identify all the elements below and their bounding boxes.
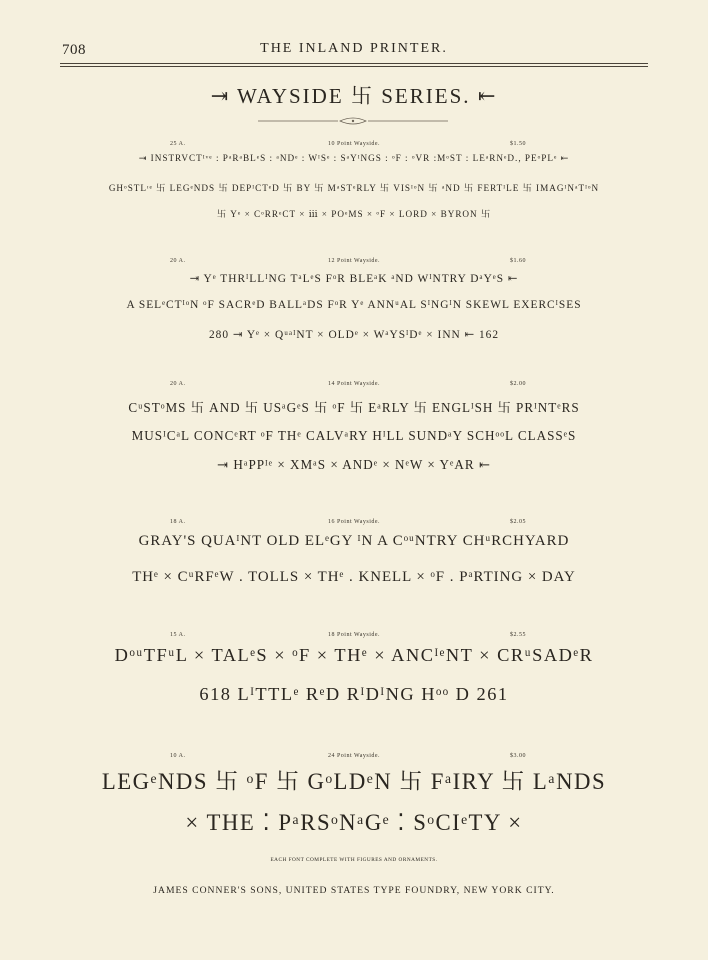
specimen-line: 卐 Yᵉ × CᵒRRᵉCT × ⅲ × POᵉMS × ᵒF × LORD × BYRON 卐 <box>216 209 492 219</box>
page-title: ⇥ WAYSIDE 卐 SERIES. ⇤ <box>210 84 498 108</box>
ornamental-rule-icon <box>258 117 448 125</box>
price-label: $3.00 <box>510 753 526 759</box>
specimen-line: 280 ⇥ Yᵉ × QᵘᵃᴵNT × OLDᵉ × WᵃYSᴵDᵉ × INN ⇤ 162 <box>208 329 500 341</box>
specimen-line: DᵒᵘTFᵘL × TALᵉS × ᵒF × THᵉ × ANCᴵᵉNT × CRᵘSADᵉR <box>114 645 594 665</box>
price-label: $1.60 <box>510 258 526 264</box>
quantity-label: 15 A. <box>170 632 186 638</box>
price-label: $2.05 <box>510 519 526 525</box>
specimen-line: ⇥ Yᵉ THRᴵLLᴵNG TᵃLᵉS FᵒR BLEᵃK ᵃND WᴵNTRY DᵃYᵉS ⇤ <box>189 273 519 285</box>
price-label: $1.50 <box>510 141 526 147</box>
running-head: THE INLAND PRINTER. <box>260 41 448 56</box>
size-label: 14 Point Wayside. <box>327 381 381 387</box>
specimen-line: GHᵒSTLᶦᵉ 卐 LEGᵉNDS 卐 DEPᴵCTᵉD 卐 BY 卐 MᵃSTᵉRLY 卐 VISᴵᵒN 卐 ᵃND 卐 FERTᴵLE 卐 IMAGᴵNᵃTᴵᵒN <box>108 183 600 193</box>
page-number: 708 <box>62 42 86 58</box>
specimen-line: MUSᴵCᵃL CONCᵉRT ᵒF THᵉ CALVᵃRY HᴵLL SUNDᵃY SCHᵒᵒL CLASSᵉS <box>131 428 577 443</box>
size-label: 16 Point Wayside. <box>327 519 381 525</box>
specimen-line: ⇥ INSTRVCTᴵᵛᵉ : PᵃRᵃBLᵉS : ᵃNDᵉ : WᴵSᵉ : SᵃYᴵNGS : ᵒF : ᵒVR :MᵒST : LEᵃRNᵉD., PEᵒPLᵉ ⇤ <box>138 153 570 163</box>
specimen-line: GRAY'S QUAᴵNT OLD ELᵉGY ᴵN A CᵒᵘNTRY CHᵘRCHYARD <box>138 533 570 549</box>
size-label: 12 Point Wayside. <box>327 258 381 264</box>
specimen-line: CᵘSTᵒMS 卐 AND 卐 USᵃGᵉS 卐 ᵒF 卐 EᵃRLY 卐 ENGLᴵSH 卐 PRᴵNTᵉRS <box>128 400 580 415</box>
header-rule-thin <box>60 66 648 67</box>
header-rule <box>60 63 648 64</box>
quantity-label: 20 A. <box>170 381 186 387</box>
footnote: EACH FONT COMPLETE WITH FIGURES AND ORNAMENTS. <box>270 857 438 863</box>
specimen-line: LEGᵉNDS 卐 ᵒF 卐 GᵒLDᵉN 卐 FᵃIRY 卐 LᵃNDS <box>101 769 607 794</box>
quantity-label: 18 A. <box>170 519 186 525</box>
foundry-imprint: JAMES CONNER'S SONS, UNITED STATES TYPE FOUNDRY, NEW YORK CITY. <box>153 885 555 896</box>
price-label: $2.00 <box>510 381 526 387</box>
size-label: 10 Point Wayside. <box>327 141 381 147</box>
size-label: 24 Point Wayside. <box>327 753 381 759</box>
price-label: $2.55 <box>510 632 526 638</box>
specimen-line: × THE ⁚ PᵃRSᵒNᵃGᵉ ⁚ SᵒCIᵉTY × <box>185 810 523 835</box>
quantity-label: 20 A. <box>170 258 186 264</box>
size-label: 18 Point Wayside. <box>327 632 381 638</box>
specimen-line: 618 LᴵTTLᵉ RᵉD RᴵDᴵNG Hᵒᵒ D 261 <box>199 684 509 704</box>
specimen-line: A SELᵉCTᴵᵒN ᵒF SACRᵉD BALLᵃDS FᵒR Yᵉ ANNᵘAL SᴵNGᴵN SKEWL EXERCᴵSES <box>126 299 582 311</box>
quantity-label: 10 A. <box>170 753 186 759</box>
specimen-line: ⇥ HᵃPPᴵᵉ × XMᵃS × ANDᵉ × NᵉW × YᵉAR ⇤ <box>217 457 491 472</box>
specimen-line: THᵉ × CᵘRFᵉW . TOLLS × THᵉ . KNELL × ᵒF . PᵃRTING × DAY <box>132 569 576 585</box>
quantity-label: 25 A. <box>170 141 186 147</box>
